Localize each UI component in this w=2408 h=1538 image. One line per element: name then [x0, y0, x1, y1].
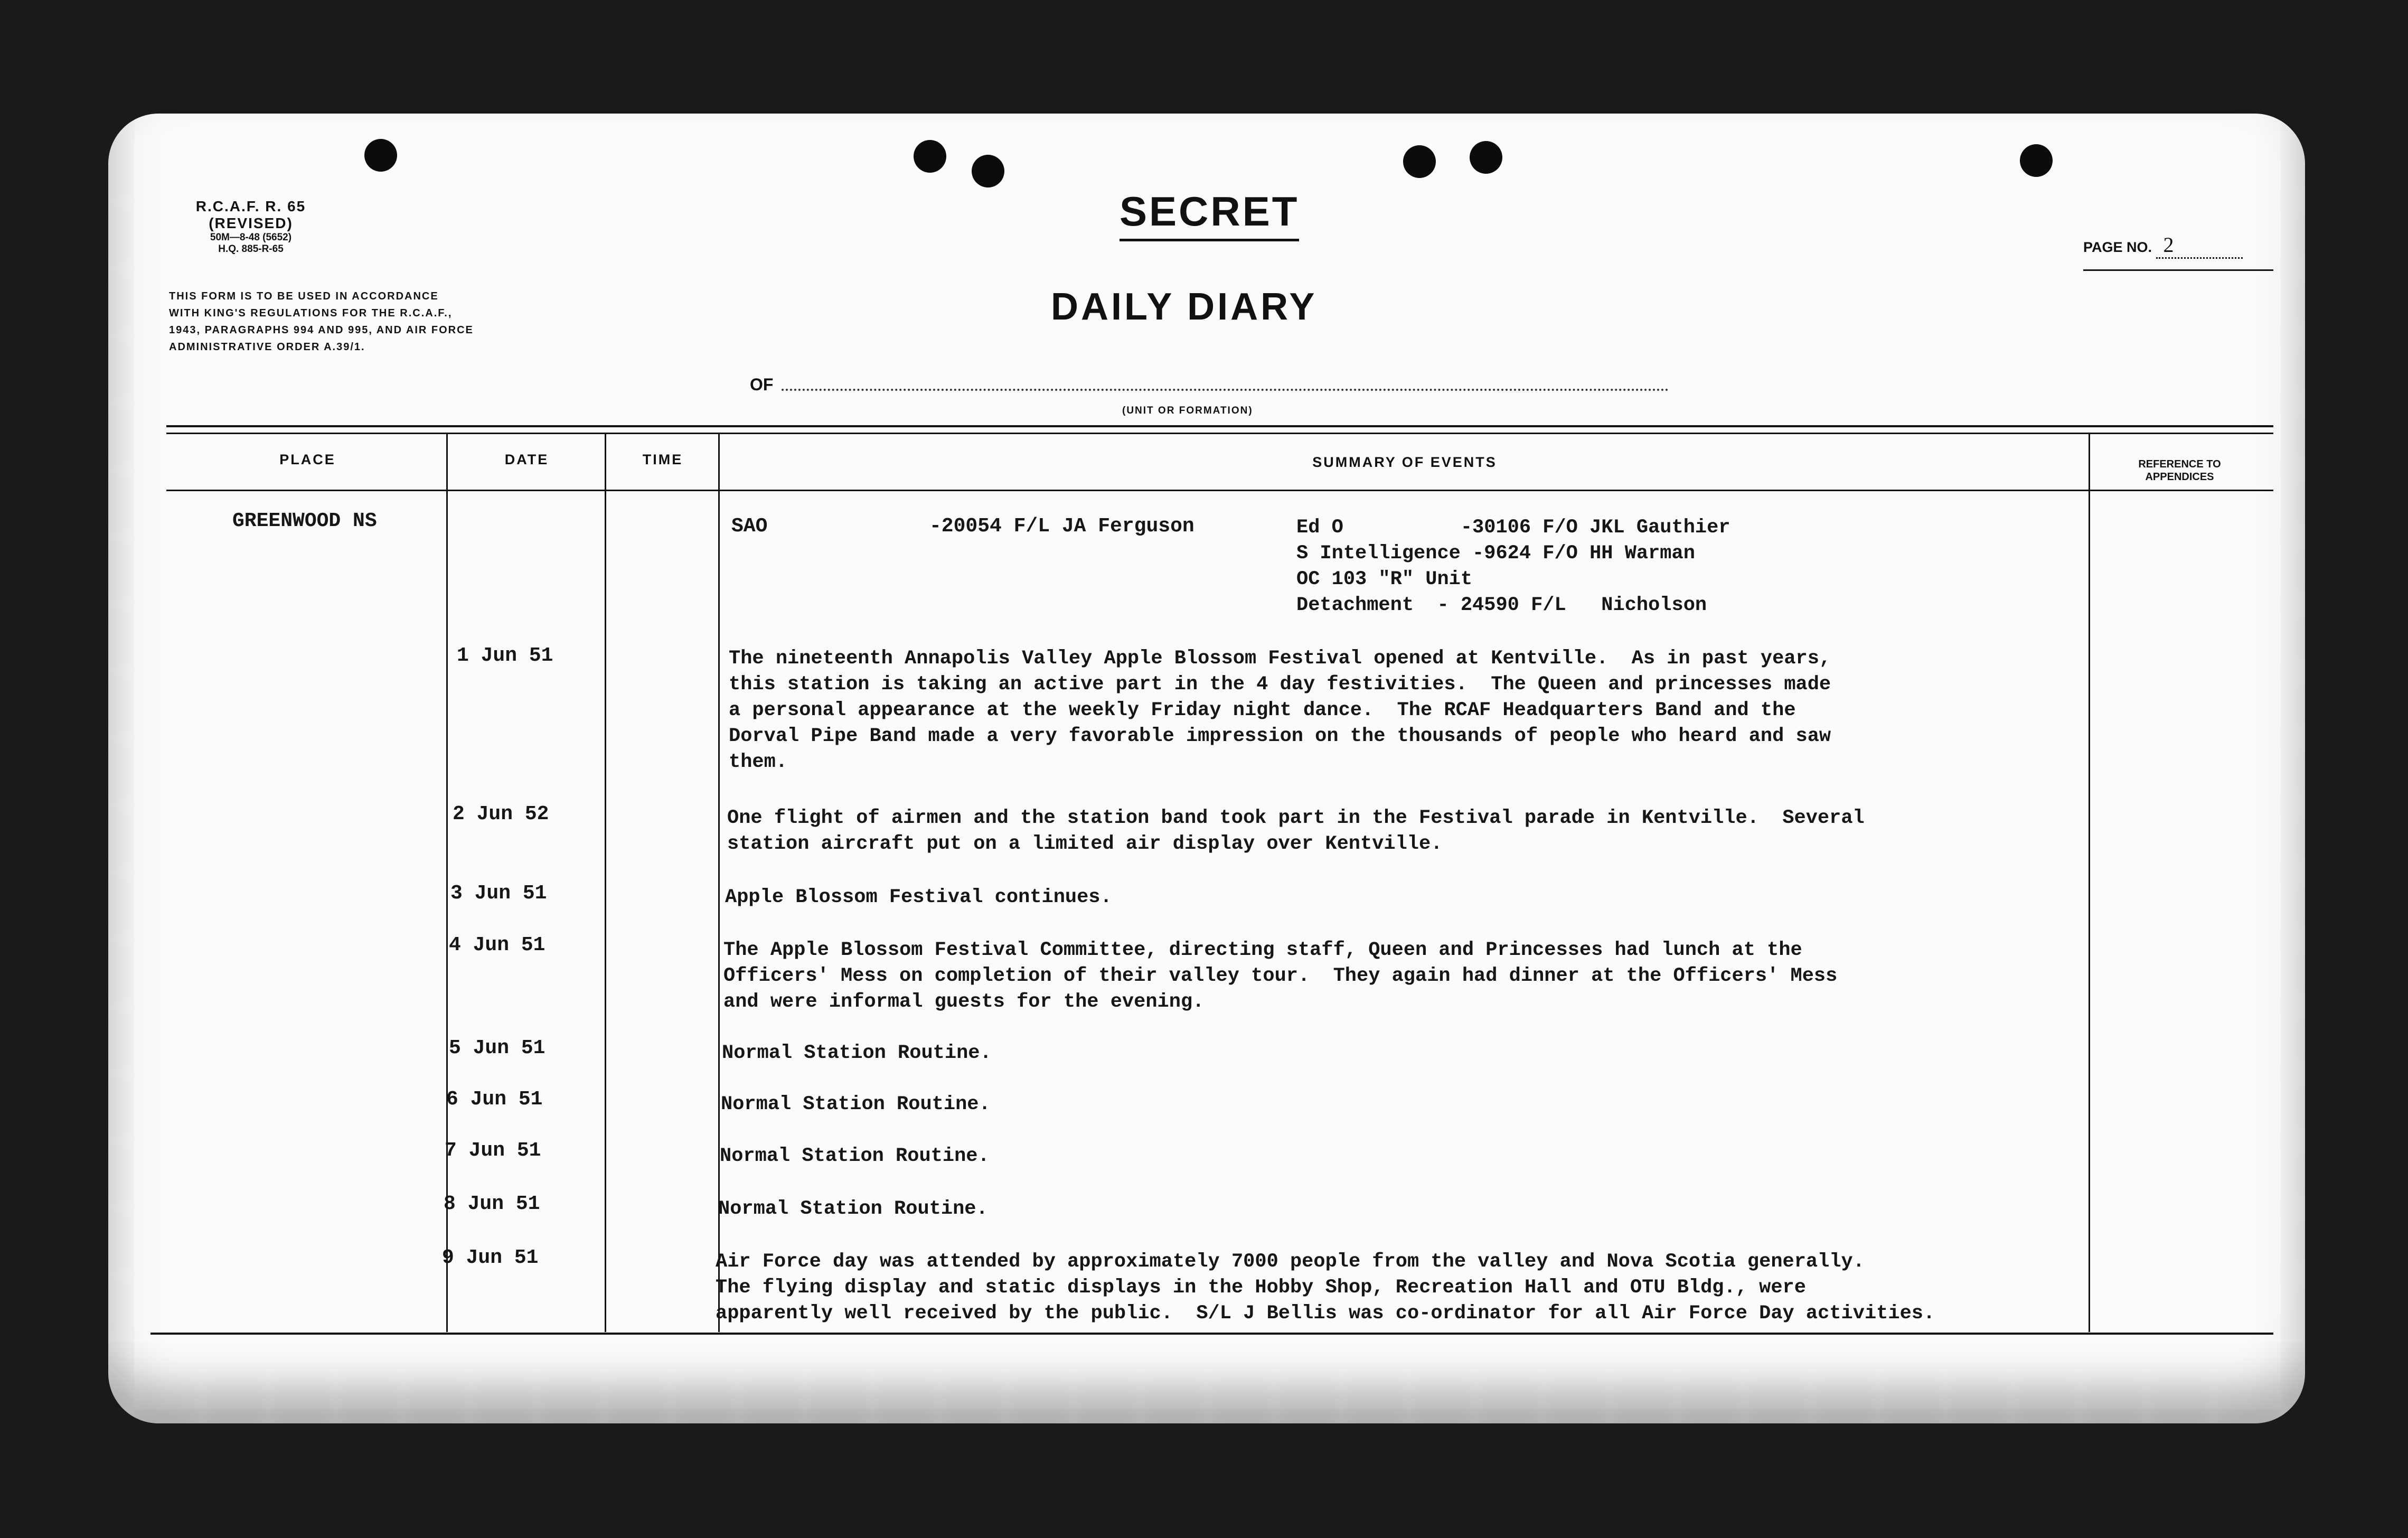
entry-text: [723, 937, 1837, 1015]
entry-text: [725, 885, 1112, 911]
form-title: DAILY DIARY: [1051, 286, 1318, 328]
form-instructions: [169, 288, 474, 355]
entry-line: The flying display and static displays in the Hobby Shop, Recreation Hall and OTU Bldg., were: [716, 1277, 1806, 1299]
instruction-line: THIS FORM IS TO BE USED IN ACCORDANCE: [169, 290, 439, 302]
form-reference: [172, 198, 330, 255]
entry-date: 6 Jun 51: [446, 1088, 543, 1111]
punch-hole: [2020, 144, 2053, 177]
column-divider: [2089, 434, 2090, 1332]
secret-stamp: SECRET: [1120, 187, 1299, 241]
entry-line: a personal appearance at the weekly Friday night dance. The RCAF Headquarters Band and the: [729, 699, 1796, 721]
table-bottom-rule: [150, 1333, 2273, 1335]
entry-line: Normal Station Routine.: [720, 1145, 990, 1167]
entry-line: The Apple Blossom Festival Committee, directing staff, Queen and Princesses had lunch at the: [723, 939, 1802, 961]
entry-line: Officers' Mess on completion of their valley tour. They again had dinner at the Officers' Mess: [723, 965, 1838, 987]
entry-line: apparently well received by the public. S/L J Bellis was co-ordinator for all Air Force Day activities.: [716, 1302, 1935, 1325]
staff-line: S Intelligence -9624 F/O HH Warman: [1296, 542, 1695, 565]
form-ref-line: 50M—8-48 (5652): [210, 232, 292, 243]
reference-header-line: APPENDICES: [2145, 471, 2214, 483]
entry-text: [722, 1040, 992, 1066]
punch-hole: [1470, 141, 1502, 174]
entry-date: 7 Jun 51: [445, 1139, 541, 1162]
sao-name: -20054 F/L JA Ferguson: [929, 515, 1194, 538]
unit-field: [750, 375, 1679, 396]
staff-line: OC 103 "R" Unit: [1296, 568, 1473, 590]
column-header-summary: SUMMARY OF EVENTS: [1312, 454, 1497, 470]
diary-form-card: [108, 114, 2305, 1423]
column-header-place: PLACE: [279, 452, 336, 467]
entry-date: 5 Jun 51: [449, 1037, 545, 1059]
header-rule: [2083, 269, 2273, 271]
table-top-rule: [166, 433, 2273, 434]
header-bottom-rule: [166, 490, 2273, 491]
entry-text: [721, 1092, 991, 1118]
entry-date: 2 Jun 52: [453, 803, 549, 826]
entry-line: One flight of airmen and the station band took part in the Festival parade in Kentville. Several: [727, 807, 1865, 829]
unit-field-line: [782, 389, 1669, 391]
punch-hole: [972, 155, 1004, 187]
table-top-rule: [166, 425, 2273, 427]
entry-line: them.: [729, 751, 788, 773]
punch-hole: [914, 140, 946, 173]
instruction-line: ADMINISTRATIVE ORDER A.39/1.: [169, 341, 365, 353]
entry-date: 1 Jun 51: [457, 644, 553, 667]
staff-list: [1296, 515, 1730, 618]
entry-date: 4 Jun 51: [449, 934, 545, 956]
entry-line: Air Force day was attended by approximately 7000 people from the valley and Nova Scotia generally.: [716, 1251, 1865, 1273]
entry-text: [718, 1196, 988, 1222]
instruction-line: WITH KING'S REGULATIONS FOR THE R.C.A.F.,: [169, 307, 453, 319]
form-ref-line: R.C.A.F. R. 65 (REVISED): [195, 198, 306, 231]
entry-line: Normal Station Routine.: [722, 1042, 992, 1064]
entry-text: [720, 1143, 990, 1169]
entry-line: Normal Station Routine.: [721, 1093, 991, 1115]
page-number-value: 2: [2156, 232, 2243, 259]
staff-line: Detachment - 24590 F/L Nicholson: [1296, 594, 1707, 616]
entry-date: 9 Jun 51: [442, 1246, 539, 1269]
punch-hole: [1403, 145, 1436, 178]
entry-date: 8 Jun 51: [444, 1193, 540, 1215]
entry-text: [716, 1249, 1935, 1327]
page-number-label: PAGE NO.: [2083, 239, 2152, 255]
entry-line: Normal Station Routine.: [718, 1198, 988, 1220]
entry-line: this station is taking an active part in the 4 day festivities. The Queen and princesses made: [729, 673, 1831, 696]
unit-field-label: OF: [750, 375, 774, 394]
column-header-date: DATE: [504, 452, 549, 467]
entry-date: 3 Jun 51: [450, 882, 547, 905]
sao-label: SAO: [731, 515, 768, 538]
entry-line: Apple Blossom Festival continues.: [725, 886, 1112, 908]
unit-caption: (UNIT OR FORMATION): [1122, 405, 1253, 416]
entry-line: station aircraft put on a limited air display over Kentville.: [727, 833, 1443, 855]
page-number-field: [2083, 232, 2243, 259]
entry-text: [729, 646, 1831, 775]
place-cell: GREENWOOD NS: [232, 510, 377, 532]
column-divider: [605, 434, 606, 1332]
entry-line: The nineteenth Annapolis Valley Apple Blossom Festival opened at Kentville. As in past years,: [729, 648, 1831, 670]
form-ref-line: H.Q. 885-R-65: [218, 243, 284, 255]
entry-text: [727, 805, 1865, 857]
entry-line: and were informal guests for the evening.: [723, 991, 1205, 1013]
staff-line: Ed O -30106 F/O JKL Gauthier: [1296, 517, 1730, 539]
column-header-time: TIME: [642, 452, 683, 467]
punch-hole: [364, 139, 397, 172]
reference-header-line: REFERENCE TO: [2138, 458, 2221, 470]
instruction-line: 1943, PARAGRAPHS 994 AND 995, AND AIR FORCE: [169, 324, 474, 336]
entry-line: Dorval Pipe Band made a very favorable impression on the thousands of people who heard and saw: [729, 725, 1831, 747]
column-header-reference: [2094, 458, 2265, 483]
